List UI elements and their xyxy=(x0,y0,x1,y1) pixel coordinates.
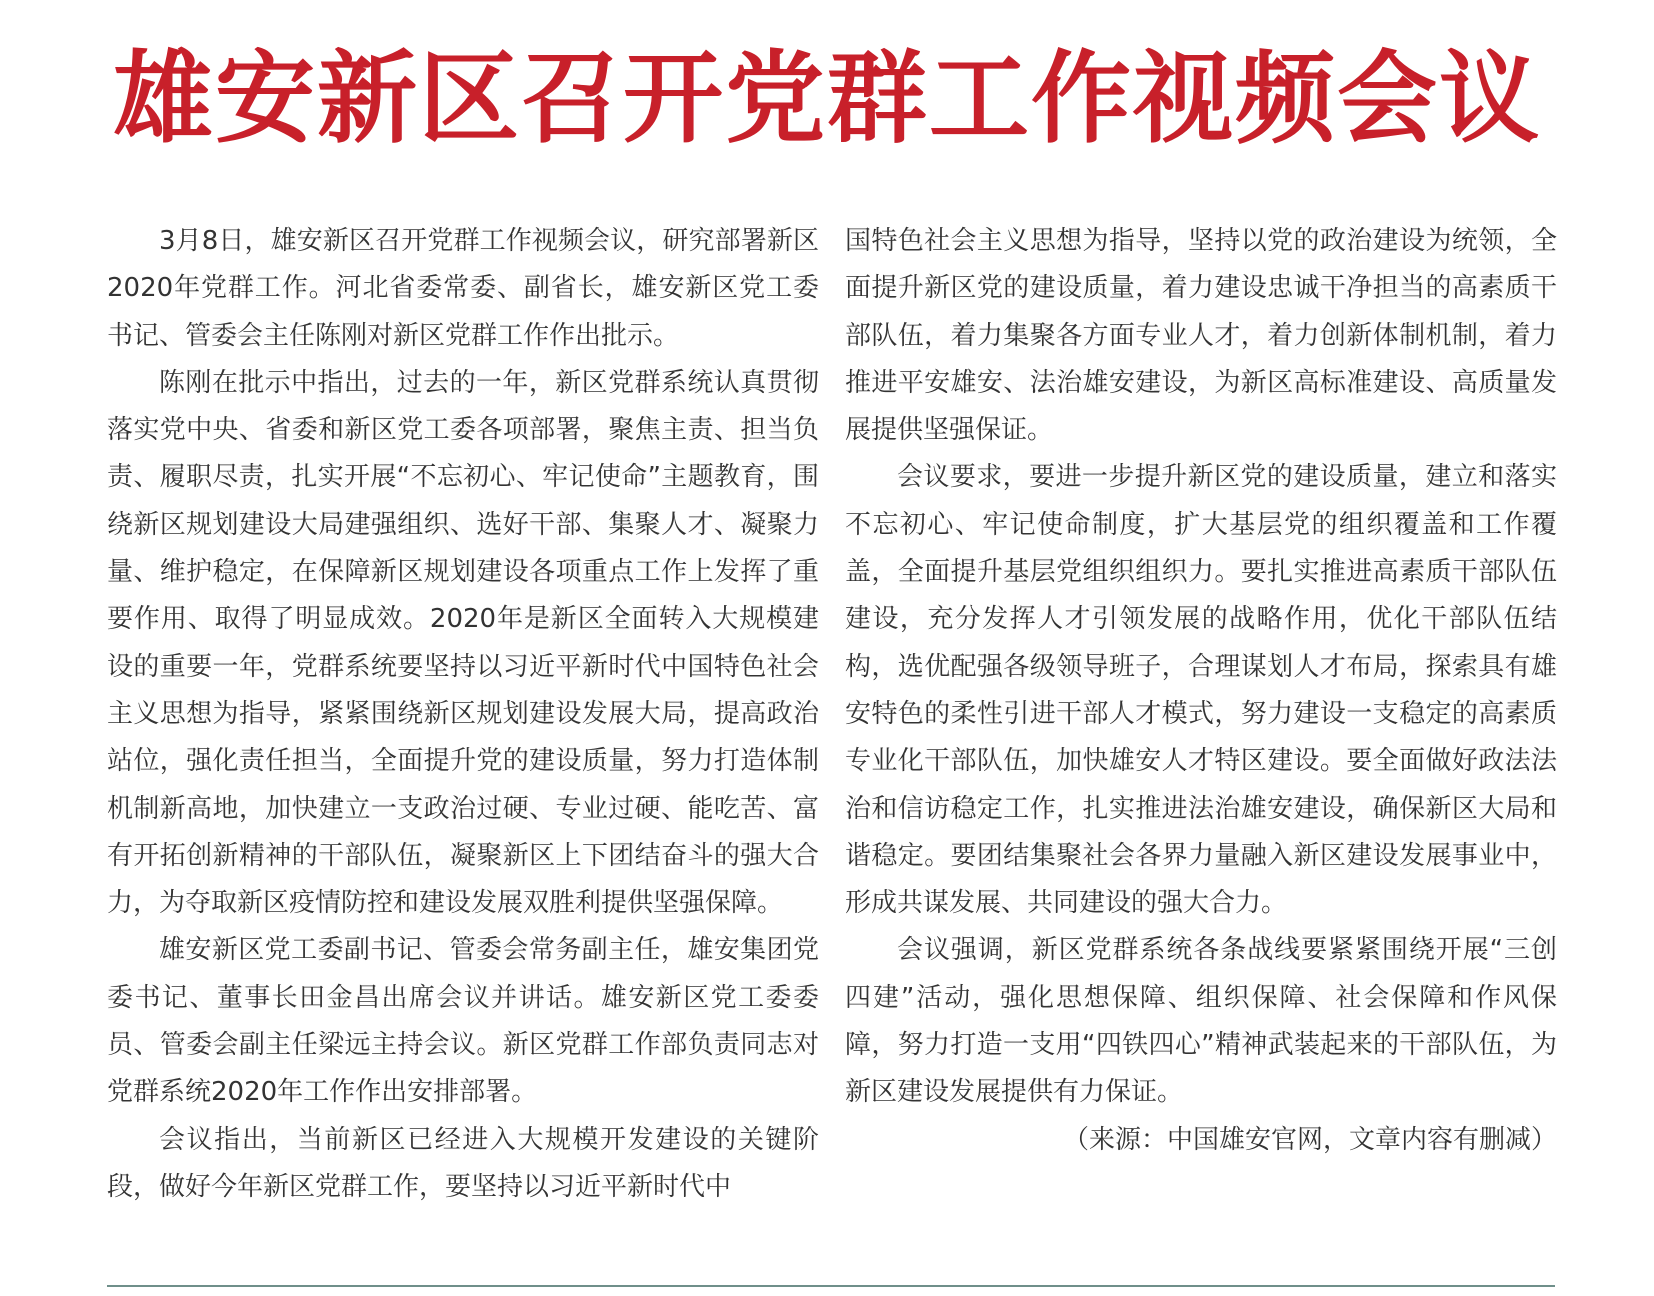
paragraph: 会议指出，当前新区已经进入大规模开发建设的关键阶段，做好今年新区党群工作，要坚持以习近平新时代中 xyxy=(107,1124,819,1202)
right-column xyxy=(845,218,1557,1164)
source-note: （来源：中国雄安官网，文章内容有删减） xyxy=(1062,1124,1557,1155)
paragraph: 陈刚在批示中指出，过去的一年，新区党群系统认真贯彻落实党中央、省委和新区党工委各项部署，聚焦主责、担当负责、履职尽责，扎实开展“不忘初心、牢记使命”主题教育，围绕新区规划建设大局建强组织、选好干部、集聚人才、凝聚力量、维护稳定，在保障新区规划建设各项重点工作上发挥了重要作用、取得了明显成效。2020年是新区全面转入大规模建设的重要一年，党群系统要坚持以习近平新时代中国特色社会主义思想为指导，紧紧围绕新区规划建设发展大局，提高政治站位，强化责任担当，全面提升党的建设质量，努力打造体制机制新高地，加快建立一支政治过硬、专业过硬、能吃苦、富有开拓创新精神的干部队伍，凝聚新区上下团结奋斗的强大合力，为夺取新区疫情防控和建设发展双胜利提供坚强保障。 xyxy=(107,367,819,919)
paragraph: 会议强调，新区党群系统各条战线要紧紧围绕开展“三创四建”活动，强化思想保障、组织保障、社会保障和作风保障，努力打造一支用“四铁四心”精神武装起来的干部队伍，为新区建设发展提供有力保证。 xyxy=(845,935,1557,1108)
paragraph-continued: 国特色社会主义思想为指导，坚持以党的政治建设为统领，全面提升新区党的建设质量，着力建设忠诚干净担当的高素质干部队伍，着力集聚各方面专业人才，着力创新体制机制，着力推进平安雄安、法治雄安建设，为新区高标准建设、高质量发展提供坚强保证。 xyxy=(845,226,1557,446)
article-title: 雄安新区召开党群工作视频会议 xyxy=(113,39,1541,157)
left-column xyxy=(107,218,819,1211)
bottom-divider xyxy=(107,1285,1555,1287)
paragraph: 3月8日，雄安新区召开党群工作视频会议，研究部署新区2020年党群工作。河北省委常委、副省长，雄安新区党工委书记、管委会主任陈刚对新区党群工作作出批示。 xyxy=(107,226,819,351)
paragraph: 雄安新区党工委副书记、管委会常务副主任，雄安集团党委书记、董事长田金昌出席会议并讲话。雄安新区党工委委员、管委会副主任梁远主持会议。新区党群工作部负责同志对党群系统2020年工作作出安排部署。 xyxy=(107,935,819,1108)
paragraph: 会议要求，要进一步提升新区党的建设质量，建立和落实不忘初心、牢记使命制度，扩大基层党的组织覆盖和工作覆盖，全面提升基层党组织组织力。要扎实推进高素质干部队伍建设，充分发挥人才引领发展的战略作用，优化干部队伍结构，选优配强各级领导班子，合理谋划人才布局，探索具有雄安特色的柔性引进干部人才模式，努力建设一支稳定的高素质专业化干部队伍，加快雄安人才特区建设。要全面做好政法法治和信访稳定工作，扎实推进法治雄安建设，确保新区大局和谐稳定。要团结集聚社会各界力量融入新区建设发展事业中，形成共谋发展、共同建设的强大合力。 xyxy=(845,462,1557,919)
